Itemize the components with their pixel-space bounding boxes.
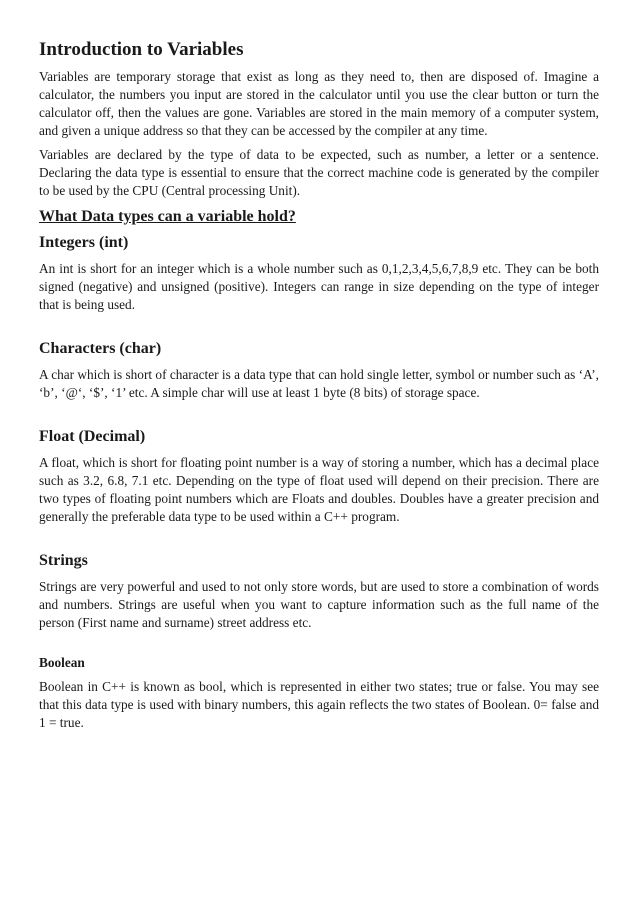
- document-page: [39, 38, 599, 738]
- spacer: [39, 408, 599, 426]
- heading-characters: Characters (char): [39, 340, 162, 357]
- body-boolean: Boolean in C++ is known as bool, which is represented in either two states; true or false. You may see that this data type is used with binary numbers, this again reflects the two states of Boolean. 0= false and 1 = true.: [39, 679, 599, 730]
- body-integers: An int is short for an integer which is a whole number such as 0,1,2,3,4,5,6,7,8,9 etc. They can be both signed (negative) and unsigned (positive). Integers can range in size depending on the type of integer that is being used.: [39, 261, 599, 312]
- intro-paragraph: Variables are temporary storage that exist as long as they need to, then are disposed of. Imagine a calculator, the numbers you input are stored in the calculator until you use the clear button or turn the calculator off, then the values are gone. Variables are stored in the main memory of a computer system, and given a unique address so that they can be accessed by the compiler at any time.: [39, 69, 599, 138]
- spacer: [39, 532, 599, 550]
- section-subtitle: What Data types can a variable hold?: [39, 208, 296, 225]
- heading-float: Float (Decimal): [39, 428, 146, 445]
- spacer: [39, 320, 599, 338]
- heading-strings: Strings: [39, 552, 88, 569]
- body-strings: Strings are very powerful and used to not only store words, but are used to store a combination of words and numbers. Strings are useful when you want to capture information such as the full name of the person (First name and surname) street address etc.: [39, 579, 599, 630]
- intro-paragraph: Variables are declared by the type of data to be expected, such as number, a letter or a sentence. Declaring the data type is essential to ensure that the correct machine code is generated by the compiler to be used by the CPU (Central processing Unit).: [39, 147, 599, 198]
- heading-boolean: Boolean: [39, 655, 85, 670]
- body-characters: A char which is short of character is a data type that can hold single letter, symbol or number such as ‘A’, ‘b’, ‘@‘, ‘$’, ‘1’ etc. A simple char will use at least 1 byte (8 bits) of storage space.: [39, 367, 599, 400]
- heading-integers: Integers (int): [39, 234, 129, 251]
- body-float: A float, which is short for floating point number is a way of storing a number, which has a decimal place such as 3.2, 6.8, 7.1 etc. Depending on the type of float used will depend on their precision. There are two types of floating point numbers which are Floats and doubles. Doubles have a greater precision and generally the preferable data type to be used within a C++ program.: [39, 455, 599, 524]
- page-title: Introduction to Variables: [39, 39, 244, 60]
- spacer: [39, 638, 599, 654]
